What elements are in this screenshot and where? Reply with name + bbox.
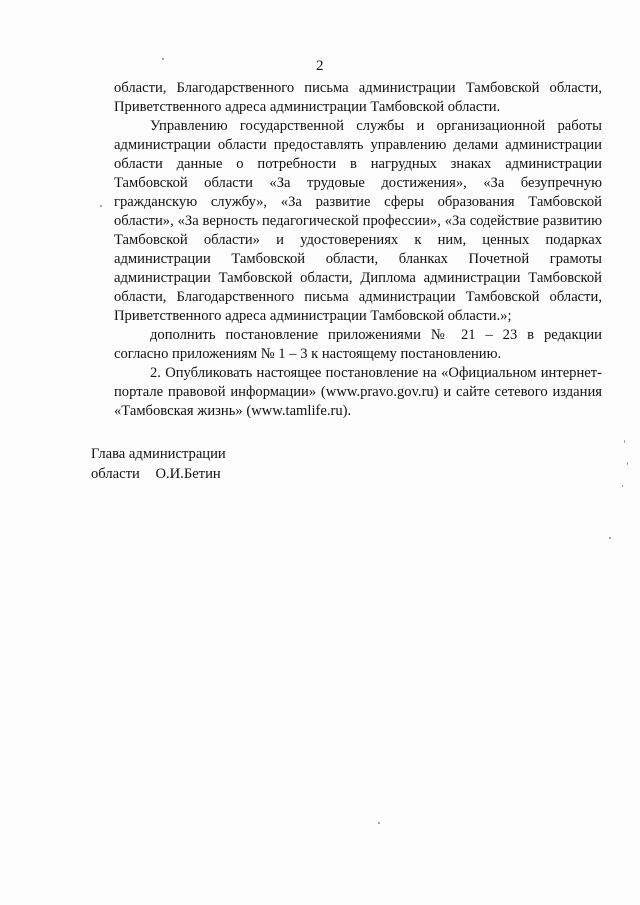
scan-speck	[378, 822, 380, 824]
scan-speck	[622, 485, 623, 487]
paragraph-continuation: области, Благодарственного письма администрации Тамбовской области, Приветственного адреса администрации Тамбовской области.	[114, 80, 602, 115]
paragraph-appendices: дополнить постановление приложениями № 21 – 23 в редакции согласно приложениям № 1 – 3 к настоящему постановлению.	[114, 327, 602, 362]
signature-block	[91, 444, 226, 484]
signatory-title-line2	[91, 464, 226, 484]
signatory-title-line1: Глава администрации	[91, 446, 226, 462]
scan-speck	[627, 462, 628, 465]
page-number: 2	[316, 58, 324, 74]
scan-speck	[162, 58, 164, 60]
document-body	[114, 79, 602, 421]
signatory-title-region: области	[91, 466, 140, 482]
scan-speck	[624, 440, 625, 443]
paragraph-publish: 2. Опубликовать настоящее постановление на «Официальном интернет-портале правовой информации» (www.pravo.gov.ru) и сайте сетевого издания «Тамбовская жизнь» (www.tamlife.ru).	[114, 365, 602, 419]
scan-speck	[609, 537, 611, 539]
scan-speck	[100, 205, 102, 207]
paragraph-hr-department: Управлению государственной службы и организационной работы администрации области предоставлять управлению делами администрации области данные о потребности в нагрудных знаках администрации Тамбовской области «За трудовые достижения», «За безупречную гражданскую службу», «За развитие сферы образования Тамбовской области», «За верность педагогической профессии», «За содействие развитию Тамбовской области» и удостоверениях к ним, ценных подарках администрации Тамбовской области, бланках Почетной грамоты администрации Тамбовской области, Диплома администрации Тамбовской области, Благодарственного письма администрации Тамбовской области, Приветственного адреса администрации Тамбовской области.»;	[114, 118, 602, 324]
signatory-name: О.И.Бетин	[155, 466, 221, 482]
